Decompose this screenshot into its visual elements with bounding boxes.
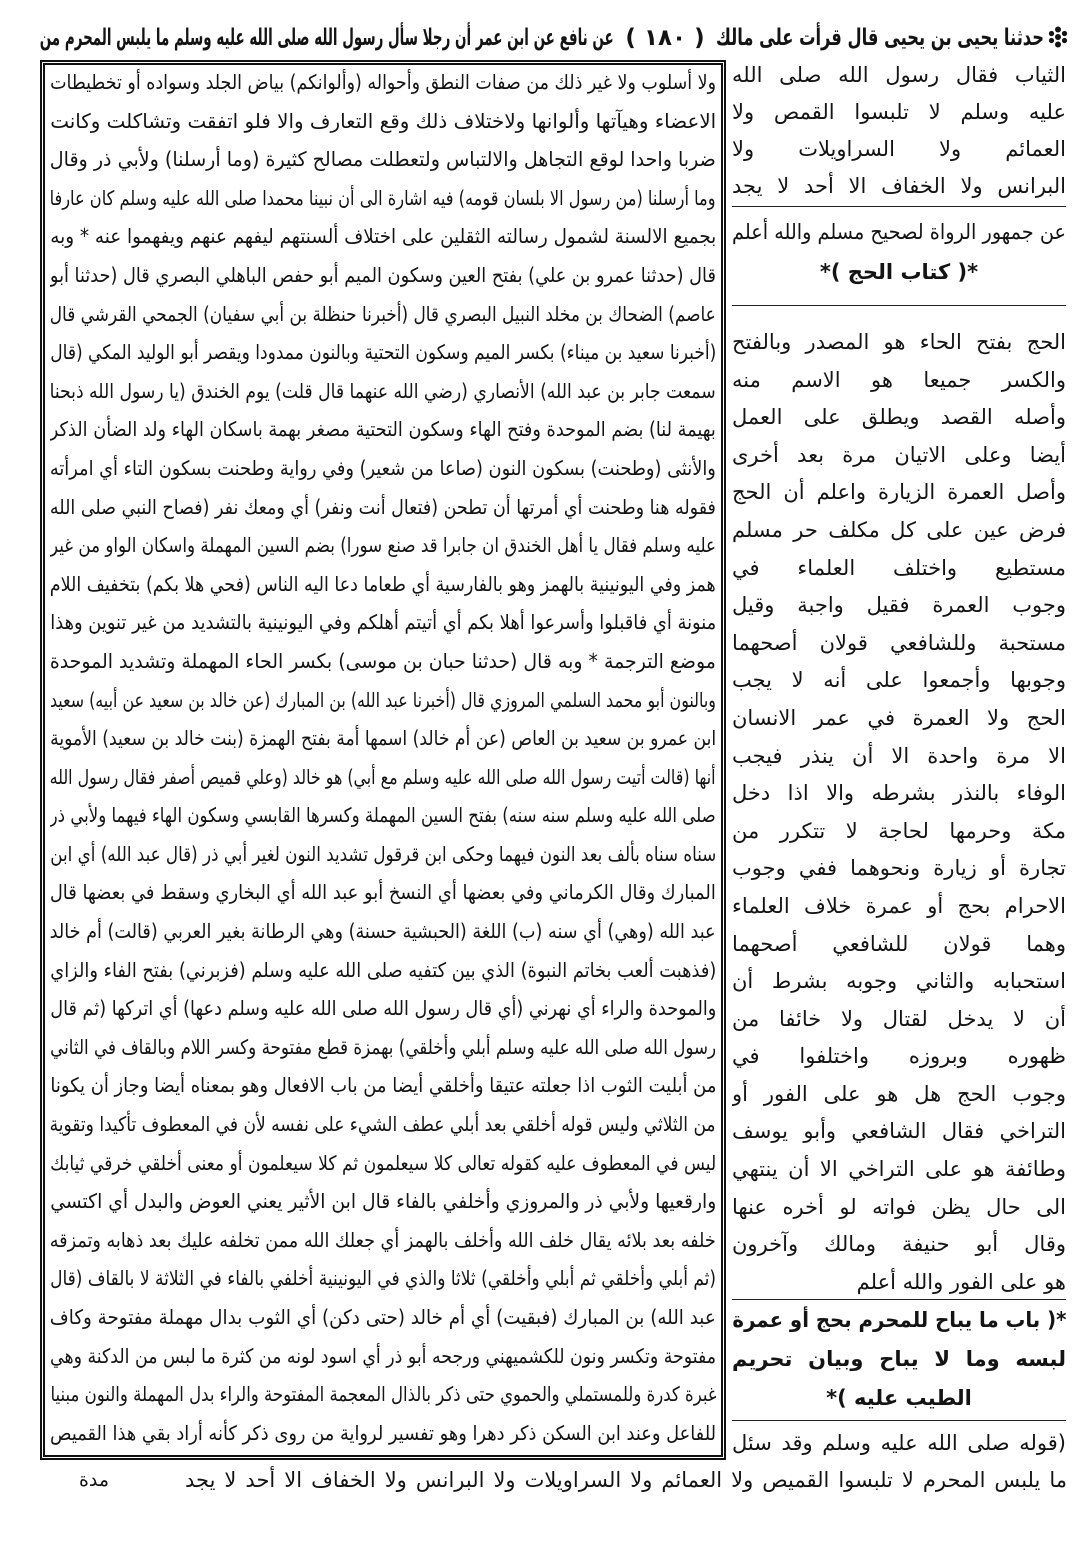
margin-intro-line: والكسر جميعا هو الاسم منه <box>732 367 1066 392</box>
commentary-line: ولا أسلوب ولا غير ذلك من صفات النطق وأحواله (وألوانكم) بياض الجلد وسواده أو تخطيطات <box>50 70 716 94</box>
margin-intro-line: وجوب العمرة فقيل واجبة وقيل <box>732 593 1066 618</box>
commentary-line: للفاعل وعند ابن السكن ذكر دهرا وهو تفسير لرواية من روى ذكر كأنه أراد بقي هذا القميص <box>50 1420 716 1445</box>
commentary-line: (فذهبت ألعب بخاتم النبوة) الذي بين كتفيه صلى الله عليه وسلم (فزبرني) بفتح الفاء والزاي <box>50 957 716 982</box>
margin-intro-line: مستحبة وللشافعي قولان أصحهما <box>732 630 1066 655</box>
chapter-title <box>732 1301 1066 1418</box>
commentary-line: همز وفي اليونينية بالهمز وهو بالفارسية أي طعاما دعا اليه الناس (فحي هلا بكم) بتخفيف اللام <box>50 571 716 596</box>
commentary-line: ضربا واحدا لوقع التجاهل والالتباس ولتعطلت مصالح كثيرة (وما أرسلنا) ولأبي ذر وقال <box>50 147 716 172</box>
margin-intro-line: وجوب الحج هل هو على الفور أو <box>732 1081 1066 1106</box>
margin-intro-line: استحبابه والثاني وجوبه بشرط أن <box>732 969 1066 994</box>
margin-closing <box>732 213 1066 251</box>
margin-hadith-line: عليه وسلم لا تلبسوا القمص ولا <box>732 100 1066 124</box>
commentary-line: عبد الله (وهي) أي سنه (ب) اللغة (الحبشية حسنة) وهي الرطانة بغير العربي (قالت) أم خالد <box>50 919 716 944</box>
commentary-line: خلفه بعد بلائه يقال خلف الله وأخلف بالهمز أي جعلك الله ممن تخلفه عليك بعد ذهابه وتمزقه <box>50 1227 716 1252</box>
margin-intro-line: وجوبها وأجمعوا على أنه لا يجب <box>732 668 1066 693</box>
header-text-right: حدثنا يحيى بن يحيى قال قرأت على مالك <box>716 25 1044 51</box>
commentary-line: والموحدة والراء أي نهرني (أي قال رسول الله صلى الله عليه وسلم دعها) أي اتركها (ثم قال <box>50 996 716 1021</box>
commentary-line: (أخبرنا سعيد بن ميناء) بكسر الميم وسكون التحتية وبالنون ممدودا ويقصر أبو الوليد المكي (قال <box>50 340 716 365</box>
chapter-title-line: *( باب ما يباح للمحرم بحج أو عمرة <box>732 1308 1066 1332</box>
margin-intro-line: مستطيع واختلف العلماء في <box>732 555 1066 580</box>
commentary-line: (ثم أبلي وأخلقي ثم أبلي وأخلقي) ثلاثا والذي في اليونينية أخلفي بالفاء في الثلاثة لا بالقاف (قال <box>50 1266 716 1291</box>
chapter-title-line: الطيب عليه )* <box>826 1386 972 1410</box>
margin-intro-line: وطائفة هو على التراخي الا أن ينتهي <box>732 1157 1066 1182</box>
commentary-line: موضع الترجمة * وبه قال (حدثنا حبان بن موسى) بكسر الحاء المهملة وتشديد الموحدة <box>50 648 716 673</box>
commentary-line: وما أرسلنا (من رسول الا بلسان قومه) فيه اشارة الى أن نبينا محمدا صلى الله عليه وسلم كان عارفا <box>50 185 716 210</box>
commentary-line: غبرة كدرة وللمستملي والحموي حتى ذكر بالذال المعجمة المفتوحة والراء بدل المهملة والنون مبنيا <box>50 1382 716 1407</box>
margin-intro <box>732 324 1066 1301</box>
commentary-line: ابن عمرو بن سعيد بن العاص (عن أم خالد) اسمها أمة بفتح الهمزة (بنت خالد بن سعيد) الأموية <box>50 726 716 751</box>
margin-hadith <box>732 57 1066 205</box>
chapter-title-line: لبسه وما لا يباح وبيان تحريم <box>732 1347 1066 1371</box>
page-number-block <box>618 19 712 57</box>
margin-intro-line: وأصله القصد ويطلق على العمل <box>732 405 1066 430</box>
catchword-text: مدة <box>78 1469 110 1491</box>
margin-intro-line: وقال أبو حنيفة ومالك وآخرون <box>732 1232 1066 1257</box>
flower-ornament-icon <box>1047 25 1069 49</box>
margin-intro-line: أن لا يدخل لقتال ولا خائفا من <box>732 1006 1066 1031</box>
commentary-line: ليس في المعطوف عليه كقوله تعالى كلا سيعلمون ثم كلا سيعلمون أو معنى أخلقي خرقي ثيابك <box>50 1150 716 1175</box>
margin-closing-line: عن جمهور الرواة لصحيح مسلم والله أعلم <box>732 220 1066 244</box>
margin-intro-line: الوفاء بالنذر بشرطه والا اذا دخل <box>732 781 1066 806</box>
margin-intro-line: وأصل العمرة الزيارة واعلم أن الحج <box>732 480 1066 505</box>
margin-hadith-line: البرانس ولا الخفاف الا أحد لا يجد <box>732 174 1066 198</box>
commentary-line: وارقعيها ولأبي ذر والمروزي وأخلفي بالفاء قال ابن الأثير يعني العوض والبدل أي اكتسي <box>50 1189 716 1214</box>
margin-hadith-line: العمائم ولا السراويلات ولا <box>732 137 1066 161</box>
footer-hadith-line: ما يلبس المحرم لا تلبسوا القميص ولا العمائم ولا السراويلات ولا البرانس ولا الخفاف الا أحد لا يجد <box>185 1468 1067 1492</box>
margin-divider <box>732 1420 1066 1421</box>
commentary-line: بهيمة لنا) بضم الموحدة وفتح الهاء وسكون التحتية مصغر بهمة باسكان الهاء ولد الضأن الذكر <box>50 417 716 442</box>
commentary-line: قال (حدثنا عمرو بن علي) بفتح العين وسكون الميم أبو حفص الباهلي البصري قال (حدثنا أبو <box>50 262 716 287</box>
margin-hadith-line: الثياب فقال رسول الله صلى الله <box>732 63 1066 87</box>
margin-divider <box>732 206 1066 207</box>
margin-intro-line: مكة وحرمها لحاجة لا تتكرر من <box>732 818 1066 843</box>
commentary-line: عبد الله) بن المبارك (فبقيت) أي أم خالد (حتى دكن) أي الثوب بدال مهملة مفتوحة وكاف <box>50 1305 716 1329</box>
margin-intro-line: أيضا وعلى الاتيان مرة بعد أخرى <box>732 442 1066 467</box>
commentary-line: وبالنون أبو محمد السلمي المروزي قال (أخبرنا عبد الله) بن المبارك (عن خالد بن سعيد عن أبيه) سعيد <box>50 687 716 712</box>
commentary-line: مفتوحة وتكسر ونون للكشميهني ورجحه أبو ذر أي اسود لونه من كثرة ما لبس من الدكنة وهي <box>50 1343 716 1368</box>
commentary-line: والأنثى (وطحنت) بسكون النون (صاعا من شعير) وفي رواية وطحنت بسكون التاء أي امرأته <box>50 455 716 480</box>
margin-intro-line: الاحرام بحج أو عمرة خلاف العلماء <box>732 893 1066 918</box>
margin-note <box>732 1424 1066 1462</box>
book-title-text: *( كتاب الحج )* <box>819 260 979 284</box>
header-hadith-start <box>716 19 1044 57</box>
margin-intro-line: هو على الفور والله أعلم <box>856 1269 1066 1294</box>
commentary-line: المبارك وقال الكرماني وفي بعضها أي النسخ أبو عبد الله أي البخاري وسقط في بعضها قال <box>50 880 716 905</box>
commentary-line: سمعت جابر بن عبد الله) الأنصاري (رضي الله عنهما قال قلت) يوم الخندق (يا رسول الله ذبحنا <box>50 378 716 403</box>
commentary-line: سناه سناه بألف بعد النون فيهما وحكى ابن قرقول تشديد النون لغير أبي ذر (قال عبد الله) أي ابن <box>50 841 716 866</box>
margin-intro-line: التراخي فقال الشافعي وأبو يوسف <box>732 1119 1066 1144</box>
margin-intro-line: الحج بفتح الحاء هو المصدر وبالفتح <box>732 330 1066 354</box>
header-hadith-continuation <box>40 19 614 57</box>
commentary-line: الاعضاء وهيآتها وألوانها ولاختلاف ذلك وقع التعارف والا فلو اتفقت وتشاكلت وكانت <box>50 108 716 133</box>
margin-intro-line: وهما قولان للشافعي أصحهما <box>732 931 1066 956</box>
page-number: ( ١٨٠ ) <box>625 25 705 51</box>
margin-intro-line: تجارة أو زيارة ونحوهما ففي وجوب <box>732 856 1066 881</box>
commentary-line: منونة أي فاقبلوا وأسرعوا أهلا بكم أي أتيتم أهلكم وفي اليونينية بالتشديد من غير تنوين وهذا <box>50 610 716 635</box>
margin-intro-line: الحج ولا العمرة في عمر الانسان <box>732 705 1066 730</box>
margin-divider <box>732 1299 1066 1300</box>
commentary-line: بجميع الالسنة لشمول رسالته الثقلين على اختلاف ألسنتهم ليفهم عنهم ويفهموا عنه * وبه <box>50 224 716 249</box>
commentary-line: من أبليت الثوب اذا جعلته عتيقا وأخلقي أيضا من باب الافعال وهو بمعناه أيضا وجاز أن يكونا <box>50 1073 716 1098</box>
margin-intro-line: الى حال يظن فواته لو أخره عنها <box>732 1194 1066 1219</box>
commentary-line: عليه وسلم فقال يا أهل الخندق ان جابرا قد صنع سورا) بضم السين المهملة واسكان الواو من غير <box>50 533 716 558</box>
margin-intro-line: فرض عين على كل مكلف حر مسلم <box>732 517 1066 542</box>
catchword <box>58 1461 130 1499</box>
commentary-line: عاصم) الضحاك بن مخلد النبيل البصري قال (أخبرنا حنظلة بن أبي سفيان) الجمحي القرشي قال <box>50 301 716 326</box>
commentary-line: رسول الله صلى الله عليه وسلم أبلي وأخلقي) بهمزة قطع مفتوحة وكسر اللام وبالقاف في الثاني <box>50 1034 716 1059</box>
commentary-line: أنها (قالت أتيت رسول الله صلى الله عليه وسلم مع أبي) هو خالد (وعلي قميص أصفر فقال رسول الله <box>50 764 716 789</box>
commentary-line: من الثلاثي وليس قوله أخلقي بعد أبلي عطف الشيء على نفسه لأن في المعطوف تأكيدا وتقوية <box>50 1112 716 1137</box>
footer-hadith <box>185 1461 1067 1499</box>
margin-note-line: (قوله صلى الله عليه وسلم وقد سئل <box>732 1431 1066 1455</box>
margin-divider <box>732 305 1066 306</box>
header-text-left: عن نافع عن ابن عمر أن رجلا سأل رسول الله صلى الله عليه وسلم ما يلبس المحرم من <box>40 25 614 51</box>
margin-intro-line: الا مرة واحدة الا أن ينذر فيجب <box>732 743 1066 768</box>
book-title <box>732 253 1066 291</box>
commentary-line: صلى الله عليه وسلم سنه سنه) بفتح السين المهملة وكسرها القابسي وسكون الهاء فيهما ولأبي ذر <box>50 803 716 828</box>
commentary-line: فقوله هنا وطحنت أي أمرتها أن تطحن (فتعال أنت ونفر) أي ومعك نفر (فصاح النبي صلى الله <box>50 494 716 519</box>
margin-intro-line: ظهوره وبروزه واختلفوا في <box>732 1044 1066 1069</box>
commentary-text <box>50 63 716 1452</box>
